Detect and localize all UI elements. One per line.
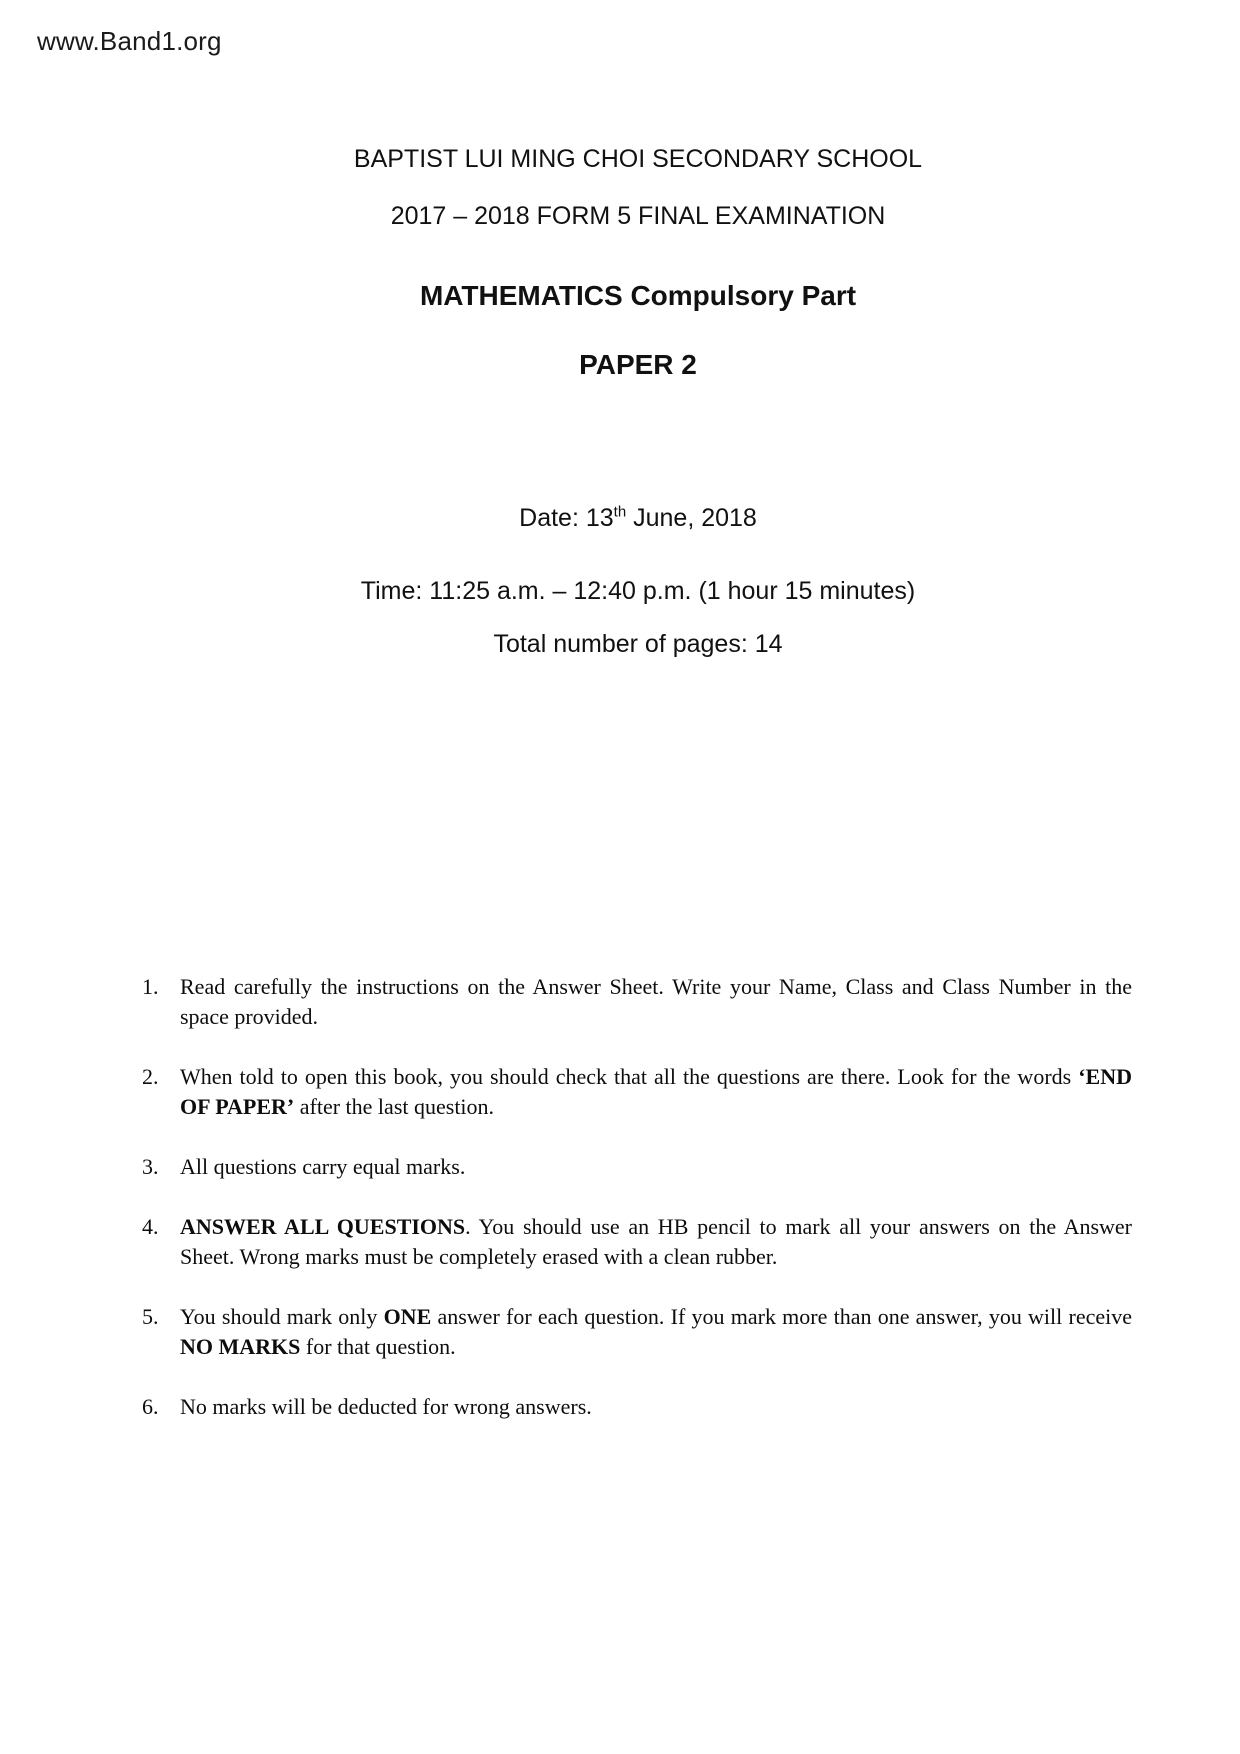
total-pages: Total number of pages: 14 [493,630,783,658]
instruction-text-bold: ‘END OF PAPER’ [180,1064,1132,1119]
instruction-text: after the last question. [294,1094,495,1119]
instruction-list [142,972,1132,1422]
instruction-text: No marks will be deducted for wrong answers. [180,1394,592,1419]
instruction-item-5 [142,1302,1132,1362]
instruction-text: You should mark only [180,1304,384,1329]
instruction-item-1 [142,972,1132,1032]
date-ordinal: th [613,503,627,521]
instruction-item-3 [142,1152,1132,1182]
instruction-text: When told to open this book, you should check that all the questions are there. Look for the words [180,1064,1079,1089]
paper-number: PAPER 2 [579,349,697,380]
item-number: 4. [142,1214,159,1239]
item-number: 1. [142,974,159,999]
instruction-text: Read carefully the instructions on the Answer Sheet. Write your Name, Class and Class Number in the space provided. [180,974,1132,1029]
item-number: 6. [142,1394,159,1419]
instruction-item-4 [142,1212,1132,1272]
instruction-text-bold: NO MARKS [180,1334,301,1359]
instruction-text: answer for each question. If you mark more than one answer, you will receive [431,1304,1132,1329]
site-watermark: www.Band1.org [37,26,222,56]
date-suffix: June, 2018 [626,504,757,532]
date-prefix: Date: 13 [519,504,614,532]
subject-title: MATHEMATICS Compulsory Part [419,280,857,311]
school-name: BAPTIST LUI MING CHOI SECONDARY SCHOOL [353,145,923,173]
item-number: 3. [142,1154,159,1179]
title-block [0,145,1240,659]
item-number: 5. [142,1304,159,1329]
item-number: 2. [142,1064,159,1089]
instruction-text: for that question. [300,1334,456,1359]
instruction-text: All questions carry equal marks. [180,1154,466,1179]
exam-title: 2017 – 2018 FORM 5 FINAL EXAMINATION [390,202,886,230]
exam-date [36,504,1240,533]
instruction-text-bold: ANSWER ALL QUESTIONS [180,1214,466,1239]
instruction-item-2 [142,1062,1132,1122]
instruction-text-bold: ONE [383,1304,432,1329]
instruction-item-6 [142,1392,1132,1422]
exam-time: Time: 11:25 a.m. – 12:40 p.m. (1 hour 15 minutes) [360,577,916,605]
instruction-text: . You should use an HB pencil to mark all your answers on the Answer Sheet. Wrong marks must be completely erased with a clean rubber. [180,1214,1132,1269]
